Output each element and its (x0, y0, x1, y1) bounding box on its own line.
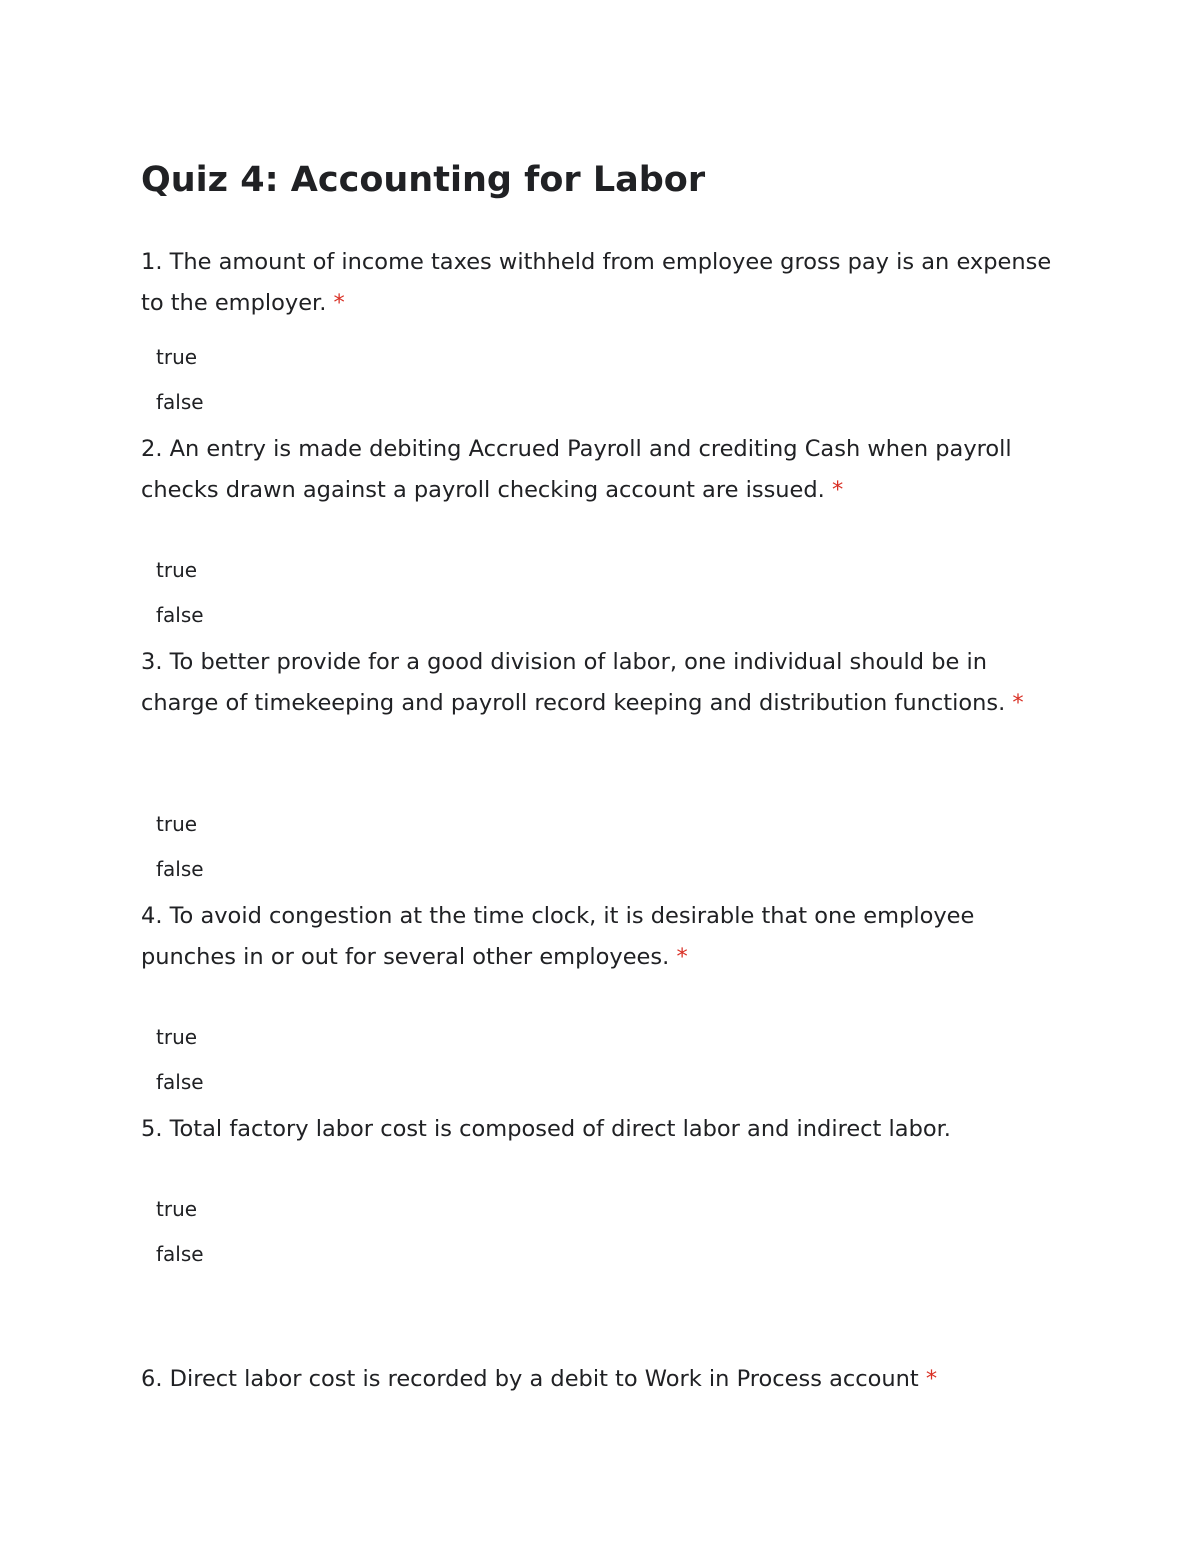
question-1-option-true[interactable]: true (156, 345, 198, 369)
question-2-option-false[interactable]: false (156, 603, 204, 627)
question-3 (141, 642, 1071, 723)
required-marker: * (676, 943, 688, 970)
question-3-text: 3. To better provide for a good division of labor, one individual should be in charge of timekeeping and payroll record keeping and distribution functions. (141, 649, 1006, 716)
question-1 (141, 242, 1071, 323)
question-6-text: 6. Direct labor cost is recorded by a debit to Work in Process account (141, 1366, 919, 1392)
required-marker: * (832, 476, 844, 503)
page-title: Quiz 4: Accounting for Labor (141, 160, 706, 200)
required-marker: * (925, 1366, 938, 1392)
question-4-option-false[interactable]: false (156, 1070, 204, 1094)
question-4-text: 4. To avoid congestion at the time clock, it is desirable that one employee punches in or out for several other employees. (141, 903, 975, 970)
required-marker: * (333, 289, 345, 316)
question-4-option-true[interactable]: true (156, 1025, 198, 1049)
question-6 (141, 1359, 1071, 1400)
question-2-text: 2. An entry is made debiting Accrued Payroll and crediting Cash when payroll checks drawn against a payroll checking account are issued. (141, 436, 1012, 503)
question-5-option-false[interactable]: false (156, 1242, 204, 1266)
question-3-option-true[interactable]: true (156, 812, 198, 836)
question-5-option-true[interactable]: true (156, 1197, 198, 1221)
question-2-option-true[interactable]: true (156, 558, 198, 582)
question-4 (141, 896, 1071, 977)
question-3-option-false[interactable]: false (156, 857, 204, 881)
required-marker: * (1012, 689, 1024, 716)
question-1-text: 1. The amount of income taxes withheld from employee gross pay is an expense to the employer. (141, 249, 1052, 316)
question-1-option-false[interactable]: false (156, 390, 204, 414)
question-2 (141, 429, 1071, 510)
question-5 (141, 1109, 1071, 1150)
question-5-text: 5. Total factory labor cost is composed of direct labor and indirect labor. (141, 1116, 951, 1142)
